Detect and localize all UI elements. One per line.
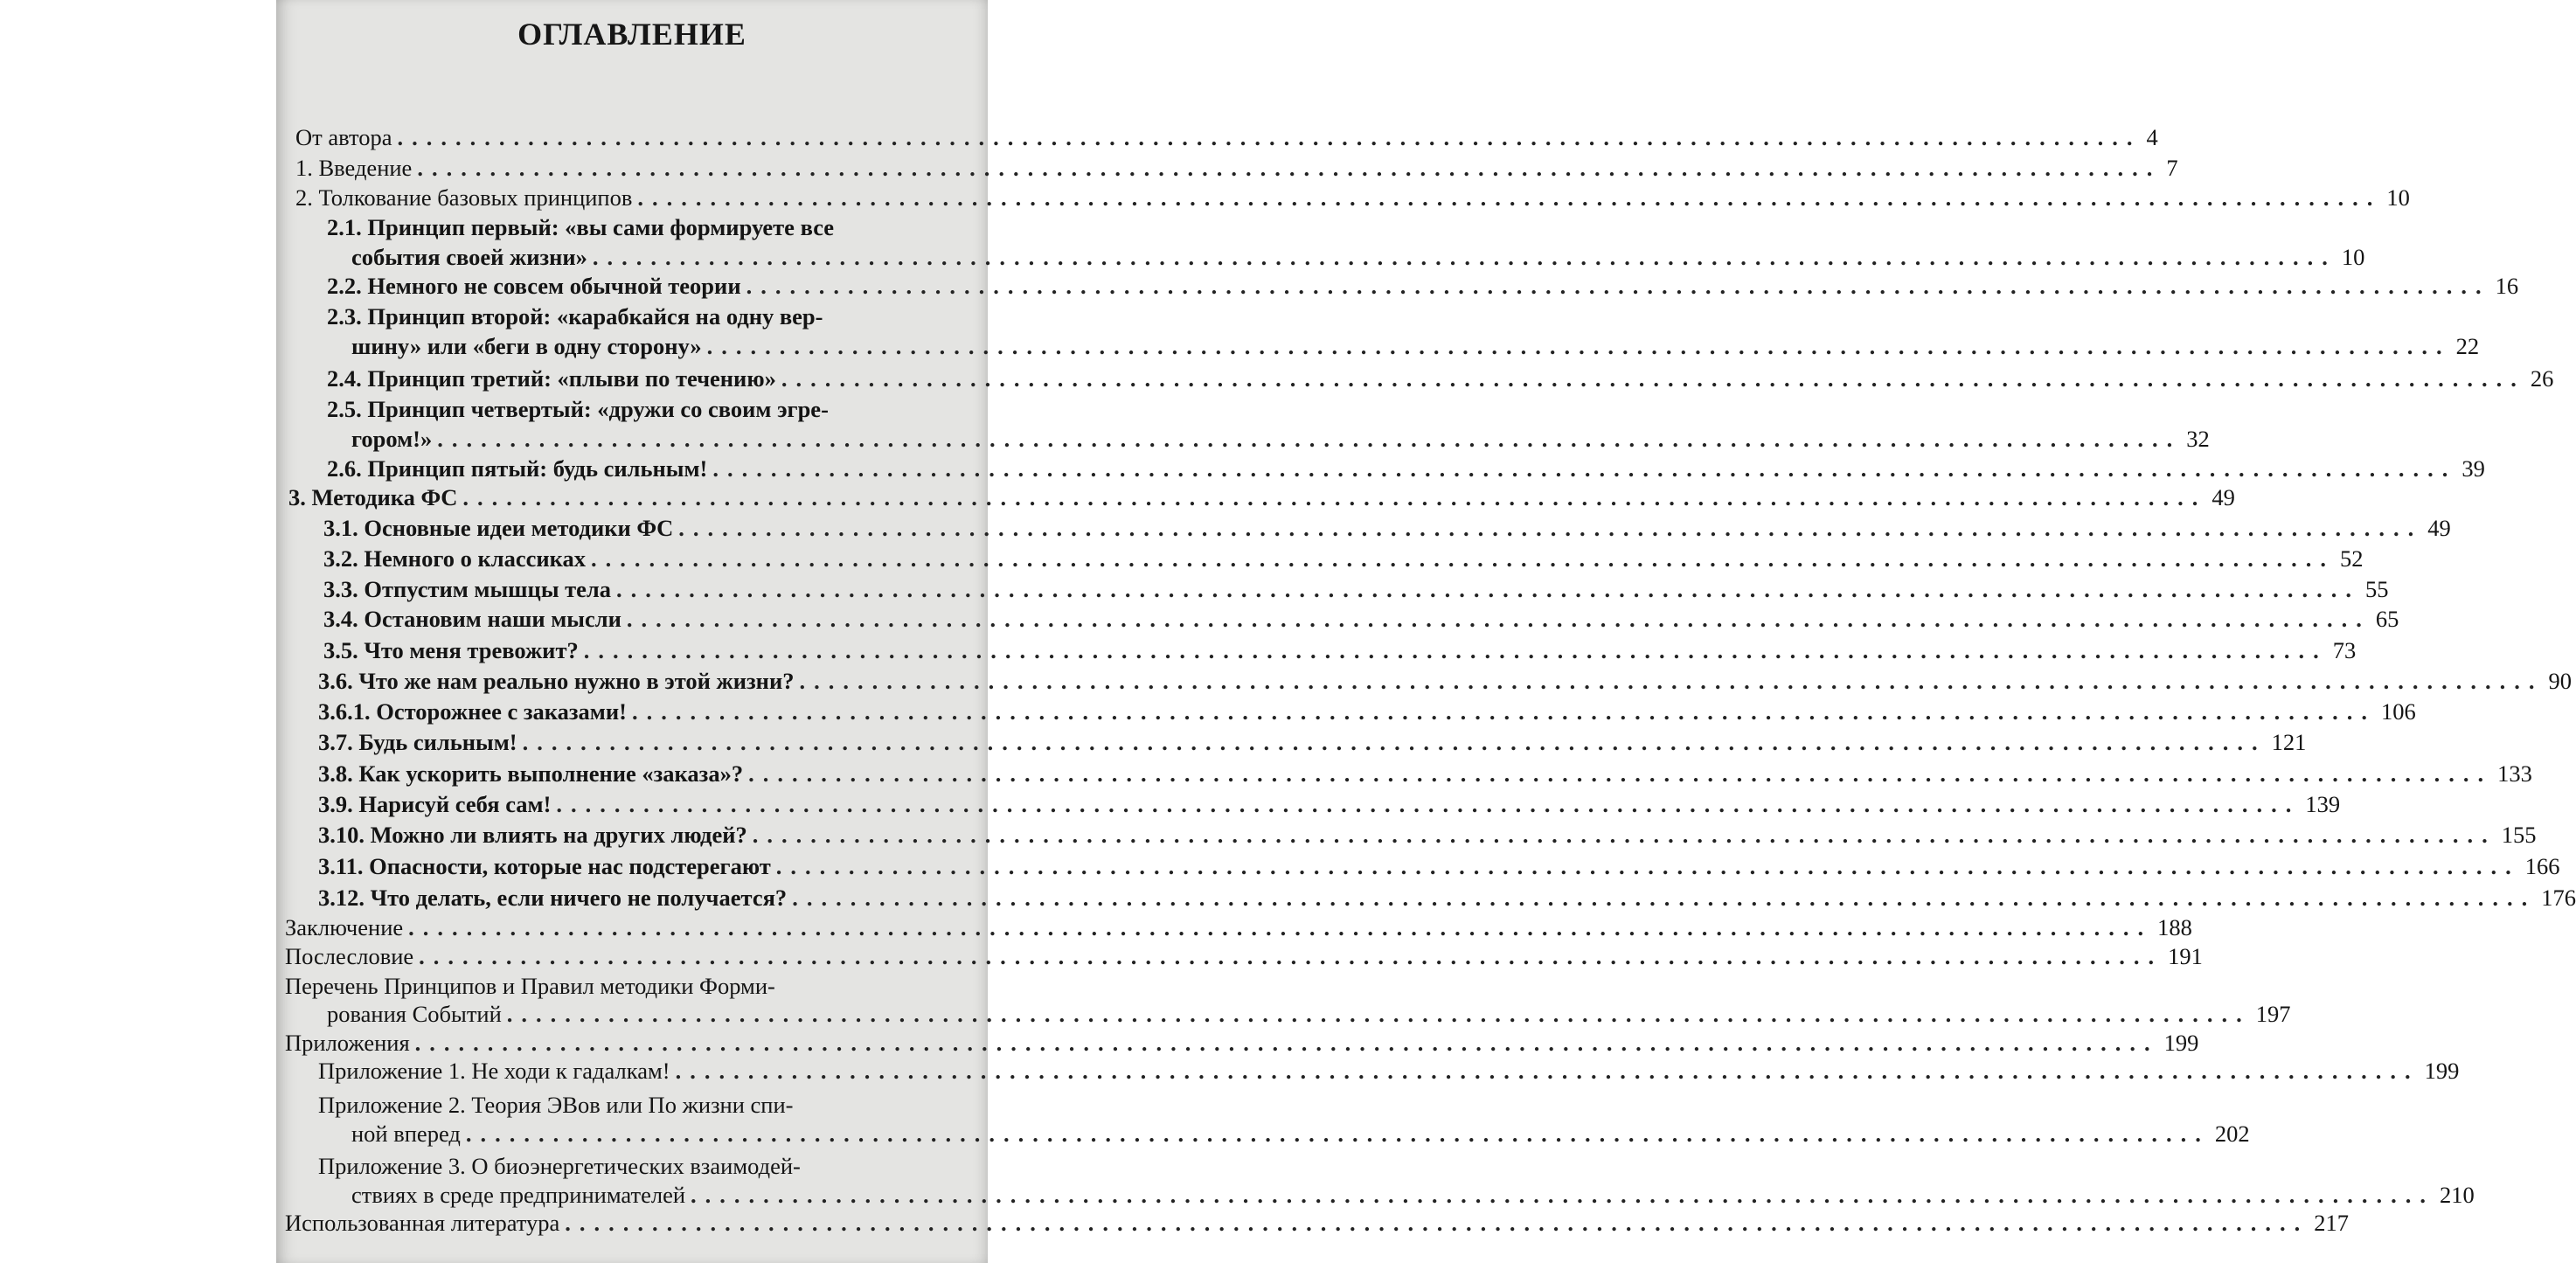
page-title: ОГЛАВЛЕНИЕ (517, 17, 746, 52)
toc-entry (318, 789, 2341, 819)
toc-entry (327, 271, 2519, 301)
toc-entry-title: ствиях в среде предпринимателей (351, 1182, 686, 1208)
toc-entry-title: 2. Толкование базовых принципов (295, 184, 633, 211)
dot-leader: ........................................................................................................................ (799, 668, 2544, 694)
toc-entry-page: 32 (2186, 426, 2210, 452)
dot-leader: ........................................................................................................................ (465, 1121, 2210, 1147)
dot-leader: ........................................................................................................................ (616, 576, 2361, 602)
toc-entry-title: 3.6.1. Осторожнее с заказами! (318, 698, 627, 725)
toc-entry-title: Послесловие (285, 943, 414, 969)
toc-entry-title: события своей жизни» (351, 244, 587, 270)
toc-entry-title: 2.2. Немного не совсем обычной теории (327, 273, 741, 299)
toc-entry (318, 727, 2307, 757)
dot-leader: ........................................................................................................................ (591, 545, 2335, 572)
toc-entry-page: 73 (2332, 637, 2357, 663)
toc-entry (295, 183, 2410, 212)
toc-entry-title: 2.6. Принцип пятый: будь сильным! (327, 455, 708, 482)
toc-entry-page: 155 (2501, 822, 2537, 848)
dot-leader: ........................................................................................................................ (675, 1058, 2420, 1084)
toc-entry-page: 4 (2146, 124, 2158, 150)
toc-entry-title: Заключение (285, 914, 404, 940)
dot-leader: ........................................................................................................................ (397, 124, 2142, 150)
toc-entry-page: 55 (2365, 576, 2389, 602)
dot-leader: ........................................................................................................................ (556, 791, 2301, 817)
toc-entry-page: 65 (2375, 606, 2399, 632)
toc-entry (351, 242, 2365, 272)
toc-entry-title: 3.2. Немного о классиках (323, 545, 586, 572)
dot-leader: ........................................................................................................................ (437, 426, 2182, 452)
dot-leader: ........................................................................................................................ (691, 1182, 2435, 1208)
dot-leader: ........................................................................................................................ (414, 1030, 2159, 1056)
toc-entry (318, 883, 2576, 913)
toc-entry-page: 52 (2340, 545, 2364, 572)
toc-entry-page: 199 (2163, 1030, 2199, 1056)
toc-entry-title: 3.11. Опасности, которые нас подстерегают (318, 853, 771, 879)
toc-entry-title: От автора (295, 124, 392, 150)
dot-leader: ........................................................................................................................ (678, 515, 2423, 541)
toc-entry-title: Использованная литература (285, 1210, 560, 1236)
toc-entry-title: 2.4. Принцип третий: «плыви по течению» (327, 365, 776, 392)
toc-entry-page: 106 (2380, 698, 2416, 725)
toc-entry-page: 90 (2548, 668, 2572, 694)
toc-entry (351, 1180, 2475, 1210)
toc-entry-page: 22 (2455, 333, 2480, 359)
toc-entry-page: 139 (2305, 791, 2341, 817)
dot-leader: ........................................................................................................................ (626, 606, 2371, 632)
toc-entry-title: 3.1. Основные идеи методики ФС (323, 515, 674, 541)
dot-leader: ........................................................................................................................ (506, 1001, 2251, 1027)
toc-entry (295, 153, 2178, 183)
toc-entry (285, 941, 2203, 971)
toc-entry (327, 212, 941, 242)
toc-entry-title: гором!» (351, 426, 433, 452)
dot-leader: ........................................................................................................................ (748, 760, 2493, 787)
toc-entry (323, 544, 2364, 573)
dot-leader: ........................................................................................................................ (592, 244, 2336, 270)
toc-entry (323, 604, 2399, 634)
toc-entry-page: 39 (2461, 455, 2485, 482)
toc-entry-page: 121 (2271, 729, 2307, 755)
toc-entry-title: Перечень Принципов и Правил методики Форми- (285, 973, 775, 999)
toc-entry (318, 1151, 941, 1181)
toc-entry (327, 364, 2554, 393)
toc-entry-page: 49 (2427, 515, 2451, 541)
toc-entry (285, 1028, 2199, 1058)
toc-entry-page: 210 (2440, 1182, 2475, 1208)
toc-entry (323, 574, 2389, 604)
toc-entry-page: 176 (2541, 885, 2576, 911)
toc-entry (318, 1056, 2460, 1086)
toc-entry-page: 166 (2524, 853, 2560, 879)
toc-entry-title: Приложение 2. Теория ЭВов или По жизни спи- (318, 1092, 794, 1118)
toc-entry-title: рования Событий (327, 1001, 502, 1027)
dot-leader: ........................................................................................................................ (706, 333, 2451, 359)
dot-leader: ........................................................................................................................ (637, 184, 2382, 211)
toc-entry-title: Приложения (285, 1030, 410, 1056)
toc-entry-title: 3.9. Нарисуй себя сам! (318, 791, 552, 817)
toc-entry-page: 202 (2214, 1121, 2250, 1147)
toc-entry (318, 697, 2416, 726)
toc-entry (318, 759, 2532, 788)
toc-entry (327, 394, 941, 424)
toc-entry (285, 913, 2192, 942)
toc-entry-title: 3.10. Можно ли влиять на других людей? (318, 822, 747, 848)
toc-entry-page: 49 (2211, 484, 2235, 510)
toc-entry-title: 1. Введение (295, 155, 413, 181)
toc-entry-page: 188 (2157, 914, 2192, 940)
toc-entry (295, 122, 2158, 152)
toc-entry-title: 2.3. Принцип второй: «карабкайся на одну вер- (327, 303, 823, 330)
toc-entry (285, 1208, 2350, 1238)
toc-entry (327, 999, 2291, 1029)
toc-entry-title: шину» или «беги в одну сторону» (351, 333, 702, 359)
toc-entry-page: 26 (2530, 365, 2554, 392)
toc-entry (318, 666, 2572, 696)
toc-entry-title: Приложение 3. О биоэнергетических взаимодей- (318, 1153, 801, 1179)
dot-leader: ........................................................................................................................ (419, 943, 2163, 969)
toc-entry-title: 3.5. Что меня тревожит? (323, 637, 579, 663)
toc-entry-page: 191 (2168, 943, 2203, 969)
toc-entry-title: Приложение 1. Не ходи к гадалкам! (318, 1058, 670, 1084)
toc-entry (351, 331, 2480, 361)
toc-entry (318, 820, 2537, 850)
toc-entry-page: 7 (2166, 155, 2178, 181)
toc-entry-page: 197 (2255, 1001, 2291, 1027)
toc-entry-page: 16 (2495, 273, 2519, 299)
dot-leader: ........................................................................................................................ (631, 698, 2376, 725)
toc-entry-page: 133 (2497, 760, 2532, 787)
dot-leader: ........................................................................................................................ (781, 365, 2525, 392)
dot-leader: ........................................................................................................................ (712, 455, 2457, 482)
toc-entry (327, 302, 941, 331)
toc-entry (323, 513, 2451, 543)
dot-leader: ........................................................................................................................ (792, 885, 2537, 911)
toc-entry-title: 3.7. Будь сильным! (318, 729, 517, 755)
dot-leader: ........................................................................................................................ (775, 853, 2520, 879)
toc-entry-title: 3.6. Что же нам реально нужно в этой жизни? (318, 668, 795, 694)
toc-entry-page: 199 (2424, 1058, 2460, 1084)
dot-leader: ........................................................................................................................ (462, 484, 2207, 510)
toc-entry (288, 482, 2235, 512)
toc-entry-title: 3.8. Как ускорить выполнение «заказа»? (318, 760, 744, 787)
dot-leader: ........................................................................................................................ (752, 822, 2496, 848)
toc-entry (351, 424, 2210, 454)
toc-entry-title: 3.3. Отпустим мышцы тела (323, 576, 612, 602)
toc-entry (327, 454, 2485, 483)
toc-entry-title: 3.12. Что делать, если ничего не получается? (318, 885, 788, 911)
toc-entry (323, 635, 2357, 665)
toc-entry (351, 1119, 2250, 1148)
toc-entry-title: 3. Методика ФС (288, 484, 458, 510)
dot-leader: ........................................................................................................................ (522, 729, 2267, 755)
toc-entry (285, 971, 941, 1001)
dot-leader: ........................................................................................................................ (565, 1210, 2309, 1236)
dot-leader: ........................................................................................................................ (408, 914, 2153, 940)
toc-entry-title: ной вперед (351, 1121, 461, 1147)
toc-entry-title: 2.5. Принцип четвертый: «дружи со своим эгре- (327, 396, 829, 422)
toc-entry (318, 851, 2560, 881)
table-of-contents (276, 0, 2576, 1263)
toc-entry-page: 217 (2314, 1210, 2350, 1236)
toc-entry-page: 10 (2386, 184, 2410, 211)
toc-entry-title: 2.1. Принцип первый: «вы сами формируете все (327, 214, 835, 240)
dot-leader: ........................................................................................................................ (583, 637, 2328, 663)
toc-entry (318, 1090, 941, 1120)
toc-entry-title: 3.4. Остановим наши мысли (323, 606, 621, 632)
toc-entry-page: 10 (2341, 244, 2365, 270)
dot-leader: ........................................................................................................................ (417, 155, 2162, 181)
dot-leader: ........................................................................................................................ (746, 273, 2490, 299)
book-page (276, 0, 2576, 1263)
